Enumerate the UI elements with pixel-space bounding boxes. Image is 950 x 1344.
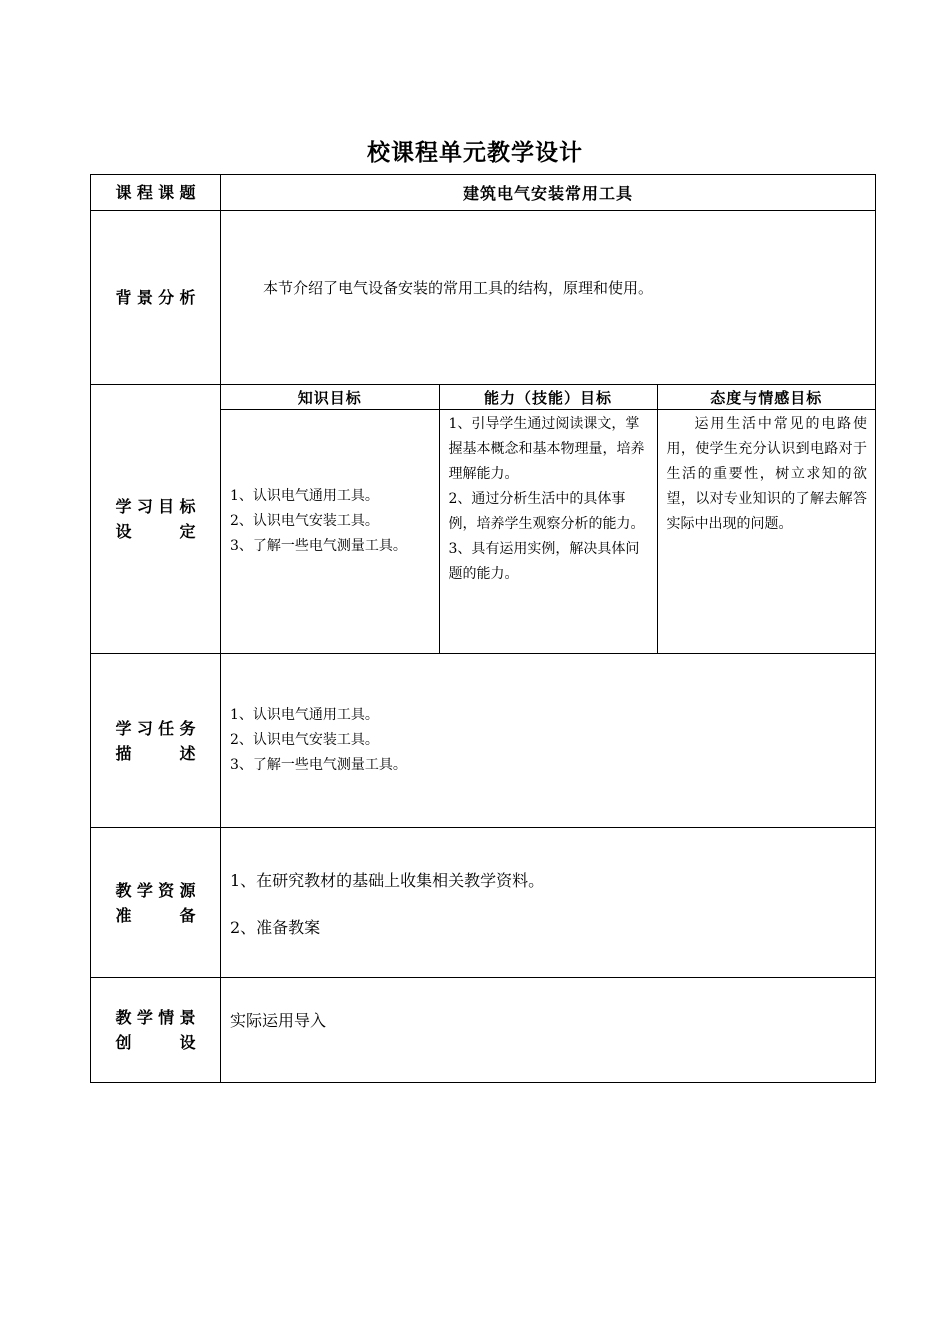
ability-goal-item: 1、引导学生通过阅读课文，掌握基本概念和基本物理量，培养理解能力。: [448, 416, 645, 482]
knowledge-goal-header: 知识目标: [221, 385, 439, 410]
resources-list: [221, 828, 876, 978]
knowledge-goal-item: 1、认识电气通用工具。: [230, 488, 379, 504]
course-topic-value: 建筑电气安装常用工具: [221, 175, 876, 211]
scenario-row: [91, 978, 876, 1083]
scenario-label-cell: [91, 978, 221, 1083]
resource-item: 2、准备教案: [230, 917, 321, 937]
tasks-row: [91, 654, 876, 828]
ability-goal-item: 3、具有运用实例，解决具体问题的能力。: [448, 541, 640, 582]
attitude-goal-paragraph: 运用生活中常见的电路使用，使学生充分认识到电路对于生活的重要性，树立求知的欲望，以对专业知识的了解去解答实际中出现的问题。: [666, 416, 867, 532]
tasks-label-cell: [91, 654, 221, 828]
tasks-list: [221, 654, 876, 828]
background-text: 本节介绍了电气设备安装的常用工具的结构，原理和使用。: [221, 211, 876, 385]
learning-goals-label-line2: 设定: [115, 522, 196, 541]
attitude-goal-header: 态度与情感目标: [657, 385, 875, 410]
scenario-text: 实际运用导入: [221, 978, 876, 1083]
scenario-label-line2: 创设: [115, 1033, 196, 1052]
attitude-goal-text: [657, 410, 875, 654]
resources-label-line1: 教学资源: [115, 880, 196, 900]
scenario-label-line1: 教学情景: [115, 1008, 196, 1027]
resources-row: [91, 828, 876, 978]
learning-goals-row: [91, 385, 876, 654]
goals-subtable: [221, 385, 875, 653]
knowledge-goal-item: 2、认识电气安装工具。: [230, 513, 379, 529]
learning-goals-label-line1: 学习目标: [115, 497, 196, 516]
tasks-label-line2: 描述: [115, 743, 196, 763]
ability-goal-header: 能力（技能）目标: [439, 385, 657, 410]
knowledge-goal-item: 3、了解一些电气测量工具。: [230, 538, 407, 554]
ability-goal-item: 2、通过分析生活中的具体事例，培养学生观察分析的能力。: [448, 491, 645, 532]
knowledge-goal-list: [221, 410, 439, 654]
task-item: 3、了解一些电气测量工具。: [230, 757, 407, 773]
background-label-cell: [91, 211, 221, 385]
background-row: [91, 211, 876, 385]
course-topic-label-cell: [91, 175, 221, 211]
course-topic-row: [91, 175, 876, 211]
learning-goals-content: [221, 385, 876, 654]
task-item: 1、认识电气通用工具。: [230, 707, 379, 723]
background-label: 背景分析: [115, 288, 196, 307]
resource-item: 1、在研究教材的基础上收集相关教学资料。: [230, 870, 545, 890]
ability-goal-list: [439, 410, 657, 654]
document-title: 校课程单元教学设计: [367, 140, 583, 166]
lesson-design-table: [90, 174, 876, 1083]
resources-label-line2: 准备: [115, 905, 196, 925]
task-item: 2、认识电气安装工具。: [230, 732, 379, 748]
learning-goals-label-cell: [91, 385, 221, 654]
tasks-label-line1: 学习任务: [115, 718, 196, 738]
course-topic-label: 课程课题: [115, 183, 196, 202]
resources-label-cell: [91, 828, 221, 978]
